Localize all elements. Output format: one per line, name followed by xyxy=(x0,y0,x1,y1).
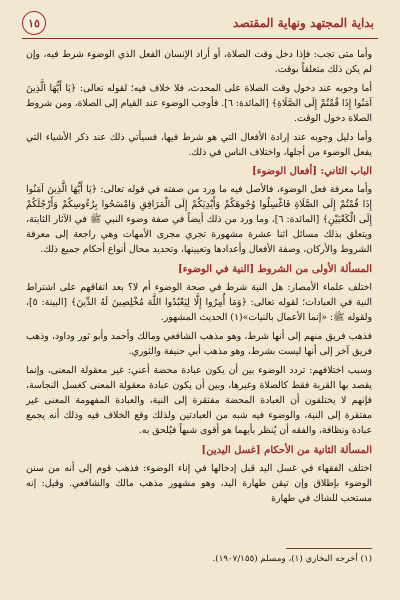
issue-one-heading: المسألة الأولى من الشروط [النية في الوضوء] xyxy=(177,264,372,275)
paragraph-intention-disagreement: اختلف علماء الأمصار: هل النية شرط في صحة الوضوء أم لا؟ بعد اتفاقهم على اشتراط النية في العبادات؛ لقوله تعالى: ﴿وَمَا أُمِرُوا إِلَّا لِيَعْبُدُوا اللَّهَ مُخْلِصِينَ لَهُ الدِّينَ﴾ [البينة: ٥]، ولقوله ﷺ: «إنما الأعمال بالنيات»(١) الحديث المشهور. xyxy=(26,282,372,323)
paragraph-schools: فذهب فريق منهم إلى أنها شرط، وهو مذهب الشافعي ومالك وأحمد وأبو ثور وداود، وذهب فريق آخر إلى أنها ليست بشرط، وهو مذهب أبي حنيفة والثوري. xyxy=(26,331,372,357)
issue-two-heading: المسألة الثانية من الأحكام [غسل اليدين] xyxy=(201,445,372,456)
footnote-divider xyxy=(286,548,372,549)
header-divider xyxy=(22,38,378,39)
footnote: (١) أخرجه البخاري (١)، ومسلم (١٩٠٧/١٥٥). xyxy=(212,554,372,564)
book-title: بداية المجتهد ونهاية المقتصد xyxy=(233,16,374,30)
chapter-heading: الباب الثاني: [أفعال الوضوء] xyxy=(252,166,372,177)
paragraph-when-obligatory: وأما متى تجب: فإذا دخل وقت الصلاة، أو أراد الإنسان الفعل الذي الوضوء شرط فيه، وإن لم يكن ذلك متعلقاً بوقت. xyxy=(26,49,372,75)
paragraph-wudu-acts: وأما معرفة فعل الوضوء، فالأصل فيه ما ورد من صفته في قوله تعالى: ﴿يَا أَيُّهَا الَّذِينَ آمَنُوا إِذَا قُمْتُمْ إِلَى الصَّلَاةِ فَاغْسِلُوا وُجُوهَكُمْ وَأَيْدِيَكُمْ إِلَى الْمَرَافِقِ وَامْسَحُوا بِرُءُوسِكُمْ وَأَرْجُلَكُمْ إِلَى الْكَعْبَيْنِ﴾ [المائدة: ٦]، وما ورد من ذلك أيضاً في صفة وضوء النبي ﷺ في الآثار الثابتة، ويتعلق بذلك مسائل اثنا عشرة مشهورة تجري مجرى الأمهات وهي راجعة إلى معرفة الشروط والأركان، وصفة الأفعال وأعدادها وتعيينها، وتحديد محال أنواع أحكام جميع ذلك. xyxy=(26,184,373,255)
paragraph-cause-of-disagreement: وسبب اختلافهم: تردد الوضوء بين أن يكون عبادة محضة أعني: غير معقولة المعنى، وإنما يقصد بها القربة فقط كالصلاة وغيرها، وبين أن يكون عبادة معقولة المعنى كغسل النجاسة، فإنهم لا يختلفون أن العبادة المحضة مفتقرة إلى النية، والعبادة المفهومة المعنى غير مفتقرة إلى النية، والوضوء فيه شبه من العبادتين ولذلك وقع الخلاف فيه وذلك أنه يجمع عبادة ونظافة، والفقه أن يُنظر بأيهما هو أقوى شبهاً فيُلحق به. xyxy=(26,365,372,436)
page-number: ١٥ xyxy=(22,11,46,35)
paragraph-acts-condition: وأما دليل وجوبه عند إرادة الأفعال التي هو شرط فيها، فسيأتي ذلك عند ذكر الأشياء التي يفعل الوضوء من أجلها، واختلاف الناس في ذلك. xyxy=(26,132,372,158)
page-body xyxy=(26,47,372,510)
paragraph-hand-washing: اختلف الفقهاء في غسل اليد قبل إدخالها في إناء الوضوء: فذهب قوم إلى أنه من سنن الوضوء بإطلاق وإن تيقن طهارة اليد، وهو مشهور مذهب مالك والشافعي. وقيل: إنه مستحب للشاك في طهارة xyxy=(26,463,372,504)
paragraph-prayer-time: أما وجوبه عند دخول وقت الصلاة على المحدث، فلا خلاف فيه؛ لقوله تعالى: ﴿يَا أَيُّهَا الَّذِينَ آمَنُوا إِذَا قُمْتُمْ إِلَى الصَّلَاةِ﴾ [المائدة: ٦]. فأوجب الوضوء عند القيام إلى الصلاة، ومن شروط الصلاة دخول الوقت. xyxy=(26,83,372,124)
page-header xyxy=(22,10,378,36)
